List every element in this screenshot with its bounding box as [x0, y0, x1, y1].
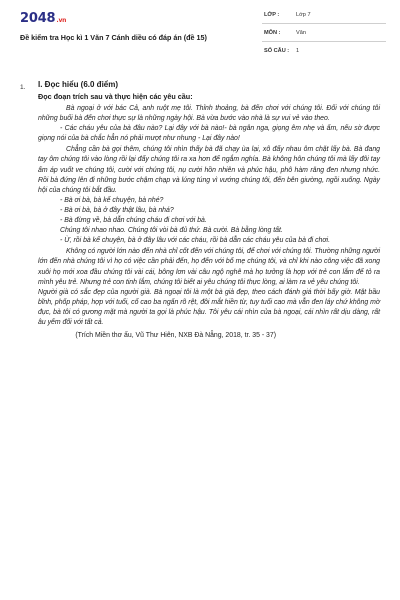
- passage-paragraph: - Các cháu yêu của bà đâu nào? Lại đây với bà nào!- bà ngân nga, giọng êm nhẹ và ấm, nếu sờ được giọng nói của bà chắc hẳn nó phải mượt như nhung - Lại đây nào!: [38, 125, 380, 143]
- logo-tld: .vn: [56, 17, 67, 24]
- site-logo[interactable]: [20, 11, 66, 26]
- question-body: [38, 80, 380, 341]
- logo-number: 2048: [20, 11, 56, 26]
- meta-row-question-count: [262, 44, 386, 59]
- passage-dialogue-line: - Bà ơi bà, bà ở đây thật lâu, bà nhá?: [60, 206, 174, 214]
- meta-row-class: [262, 8, 386, 24]
- passage-paragraph: Chúng tôi nhao nhao. Chúng tôi vòi bà đủ thứ. Bà cười. Bà bằng lòng tất.: [60, 227, 283, 235]
- meta-label-subject: MÔN :: [264, 30, 281, 36]
- meta-row-subject: [262, 26, 386, 42]
- question-content: [20, 80, 380, 592]
- passage-paragraph: Bà ngoại ở với bác Cả, anh ruột mẹ tôi. Thỉnh thoảng, bà đến chơi với chúng tôi. Đối với chúng tôi những buổi bà đến chơi thực sự là những ngày hội. Bà vừa bước vào nhà là sự vui vẻ vào theo.: [38, 105, 380, 123]
- passage-paragraph: Không có người lớn nào đến nhà chỉ cốt đến với chúng tôi, để chơi với chúng tôi. Thường những người lớn đến nhà chúng tôi vì họ có việc cần phải đến, họ đến với bố mẹ chúng tôi, và chỉ khi nào công việc đã xong xuôi họ mới xoa đầu chúng tôi vài cái, bông lơn vài câu ngộ nghê mà họ tưởng là hợp với trẻ con lắm để tỏ ra mình yêu trẻ. Nhưng trẻ con tinh lắm, chúng tôi biết ai yêu chúng tôi thực lòng, ai làm ra vẻ yêu chúng tôi.: [38, 248, 380, 286]
- document-title: Đề kiểm tra Học kì 1 Văn 7 Cánh diều có đáp án (đề 15): [20, 33, 207, 42]
- reading-passage: [38, 104, 380, 328]
- instruction: Đọc đoạn trích sau và thực hiện các yêu cầu:: [38, 92, 193, 101]
- meta-label-question-count: SỐ CÂU :: [264, 48, 290, 54]
- meta-value-question-count: 1: [296, 48, 300, 54]
- passage-dialogue-line: - Ừ, rồi bà kể chuyện, bà ở đây lâu với các cháu, rồi bà dẫn các cháu yêu của bà đi chơi.: [60, 237, 331, 245]
- document-header: [14, 8, 386, 62]
- meta-label-class: LỚP :: [264, 12, 280, 18]
- meta-value-class: Lớp 7: [296, 12, 311, 18]
- meta-value-subject: Văn: [296, 30, 306, 36]
- question-number: 1.: [20, 84, 26, 91]
- passage-dialogue-line: - Bà đừng về, bà dẫn chúng cháu đi chơi với bà.: [60, 217, 207, 225]
- passage-paragraph: Người già có sắc đẹp của người già. Bà ngoại tôi là một bà già đẹp, theo cách đánh giá thời bấy giờ. Mặt bầu bĩnh, phốp pháp, hợp với tuổi, cổ cao ba ngấn rõ rệt, đôi mắt hiền từ, tuy tuổi cao mà vẫn đen láy chứ không mờ đục, bà tôi có gương mặt mà người ta gọi là phúc hậu. Tôi yêu cái nhìn của bà ngoại, cái nhìn rất dịu dàng, rất âu yếm đối với tất cả.: [38, 288, 380, 326]
- passage-citation: (Trích Miền thơ ấu, Vũ Thư Hiên, NXB Đà Nẵng, 2018, tr. 35 - 37): [75, 332, 276, 340]
- meta-info-table: [262, 8, 386, 61]
- section-title: I. Đọc hiểu (6.0 điểm): [38, 80, 119, 89]
- passage-paragraph: Chẳng cần bà gọi thêm, chúng tôi nhìn thấy bà đã chạy ùa lại, xô đẩy nhau ôm chặt lấy bà. Bà đang tay ôm chúng tôi vào lòng rồi lại đẩy chúng tôi ra xa hơn để ngắm nghía. Bà không hôn chúng tôi mà lấy đôi tay ấm áp vuốt ve chúng tôi, cười với chúng tôi, nụ cười hồn nhiên và phúc hậu, phô hàm răng đen nhưng nhức. Rồi bà đứng lên đi những bước chậm chạp và lúng túng vì vướng chúng tôi, đến bên giường, ngồi xuống. Ngày hội của chúng tôi bắt đầu.: [38, 146, 380, 194]
- passage-dialogue-line: - Bà ơi bà, bà kể chuyện, bà nhé?: [60, 196, 164, 204]
